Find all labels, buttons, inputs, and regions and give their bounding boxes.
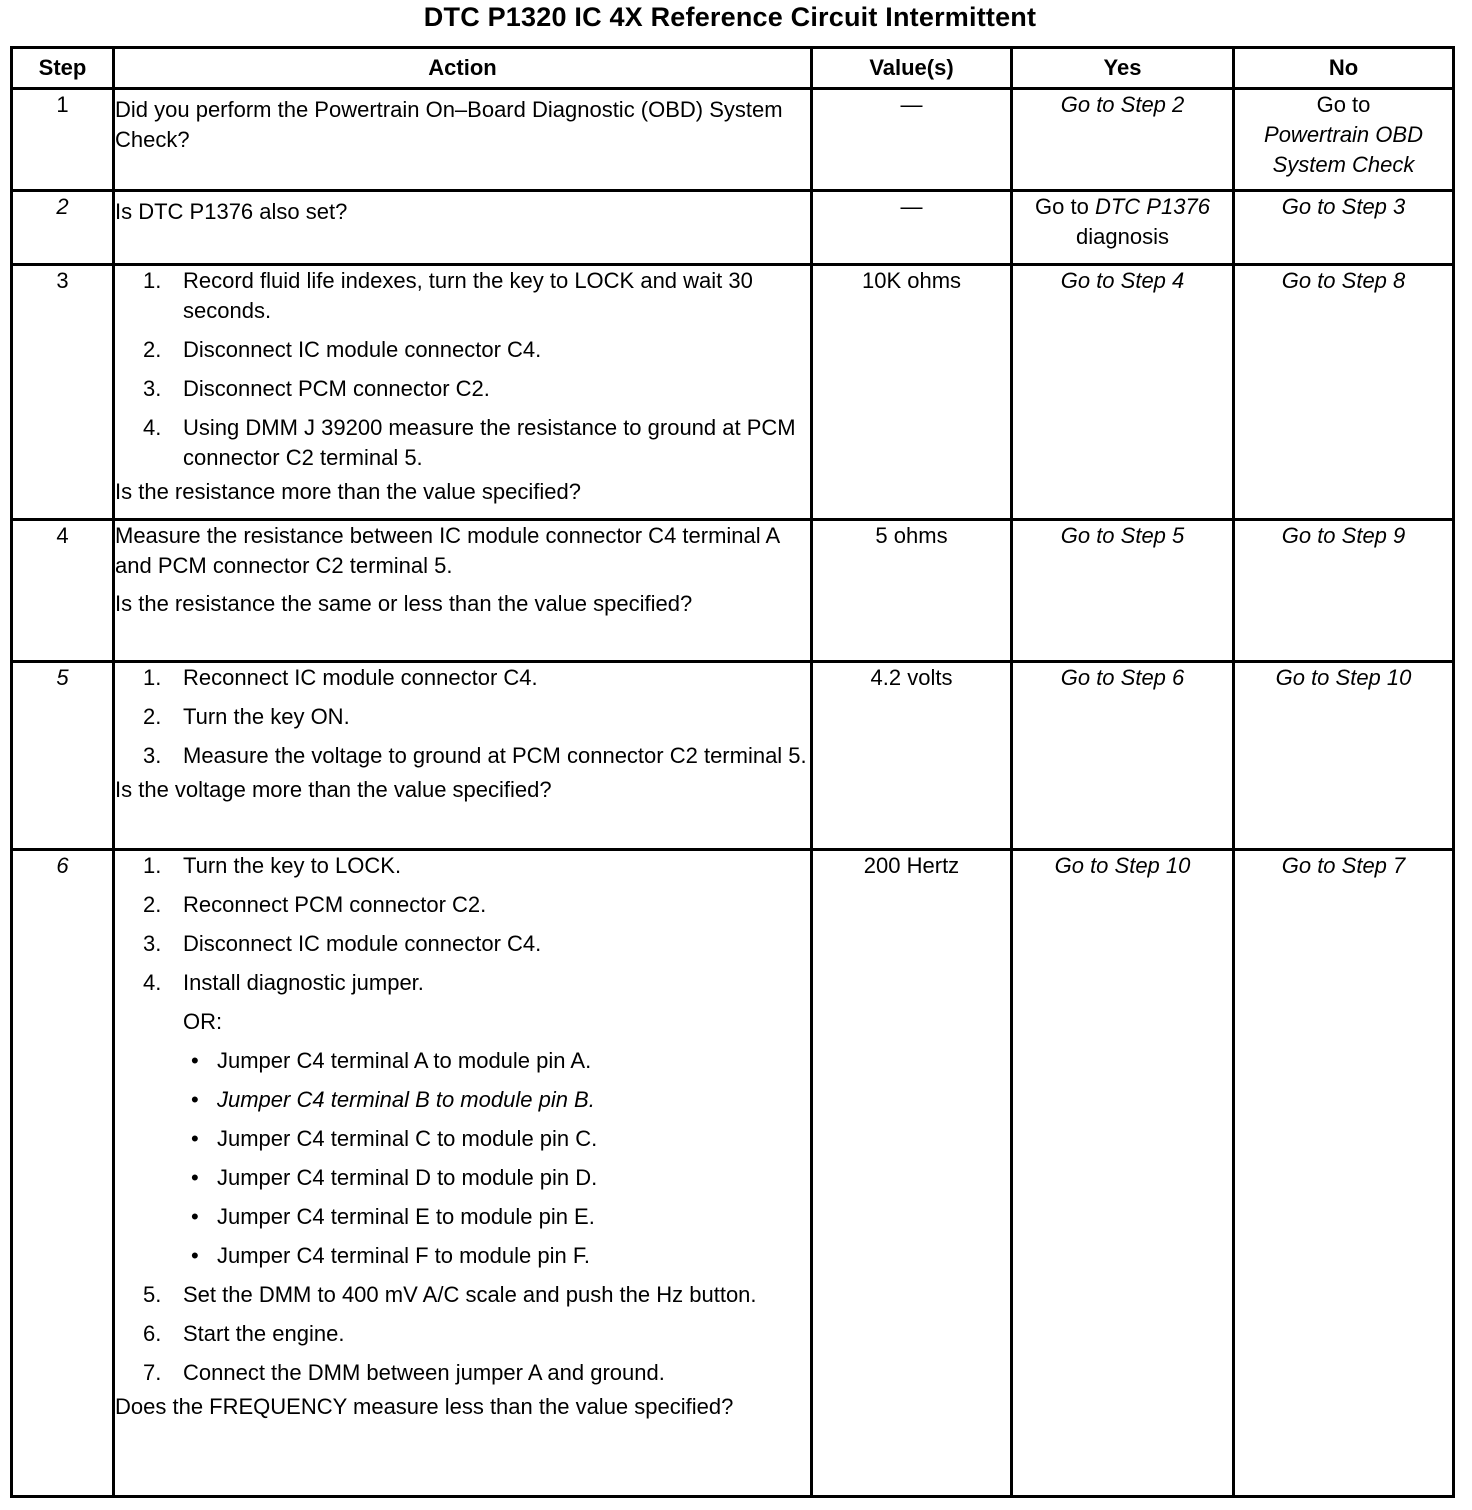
list-item: • Jumper C4 terminal D to module pin D. xyxy=(115,1163,810,1193)
no-cell xyxy=(1234,89,1454,191)
list-item: 7. Connect the DMM between jumper A and ground. xyxy=(143,1360,665,1385)
table-row-step-3 xyxy=(12,265,1454,520)
value-cell: 10K ohms xyxy=(812,265,1012,520)
yes-cell: Go to Step 10 xyxy=(1012,850,1234,1497)
jumper-bullets xyxy=(115,1046,810,1271)
header-yes: Yes xyxy=(1012,48,1234,89)
header-action: Action xyxy=(114,48,812,89)
list-item: 3. Disconnect IC module connector C4. xyxy=(143,931,542,956)
table-row-step-1 xyxy=(12,89,1454,191)
document-title: DTC P1320 IC 4X Reference Circuit Intermittent xyxy=(423,2,1037,32)
list-item: • Jumper C4 terminal A to module pin A. xyxy=(115,1046,810,1076)
yes-suffix: diagnosis xyxy=(1076,224,1169,249)
action-question: Is DTC P1376 also set? xyxy=(115,199,348,224)
action-question: Does the FREQUENCY measure less than the value specified? xyxy=(115,1394,734,1419)
list-item: 2. Turn the key ON. xyxy=(143,704,350,729)
list-item: 3. Disconnect PCM connector C2. xyxy=(143,376,490,401)
bullet-icon: • xyxy=(191,1126,199,1151)
table-row-step-6 xyxy=(12,850,1454,1497)
table-row-step-2 xyxy=(12,191,1454,265)
no-cell: Go to Step 8 xyxy=(1234,265,1454,520)
no-cell: Go to Step 10 xyxy=(1234,662,1454,850)
action-cell xyxy=(114,89,812,191)
action-cell xyxy=(114,850,812,1497)
list-item: 5. Set the DMM to 400 mV A/C scale and push the Hz button. xyxy=(143,1282,757,1307)
value-cell: — xyxy=(812,191,1012,265)
step-number: 6 xyxy=(12,850,114,1497)
action-steps xyxy=(115,663,810,771)
action-cell xyxy=(114,520,812,662)
action-question: Is the voltage more than the value specified? xyxy=(115,777,552,802)
action-cell xyxy=(114,191,812,265)
bullet-icon: • xyxy=(191,1165,199,1190)
step-number: 2 xyxy=(12,191,114,265)
no-cell: Go to Step 7 xyxy=(1234,850,1454,1497)
action-instruction: Measure the resistance between IC module connector C4 terminal A and PCM connector C2 terminal 5. xyxy=(115,523,780,578)
no-cell: Go to Step 9 xyxy=(1234,520,1454,662)
list-item: • Jumper C4 terminal F to module pin F. xyxy=(115,1241,810,1271)
header-step: Step xyxy=(12,48,114,89)
no-cell: Go to Step 3 xyxy=(1234,191,1454,265)
value-cell: — xyxy=(812,89,1012,191)
yes-cell: Go to Step 4 xyxy=(1012,265,1234,520)
yes-cell: Go to Step 6 xyxy=(1012,662,1234,850)
action-cell xyxy=(114,265,812,520)
diagnostic-table xyxy=(10,46,1455,1498)
yes-prefix: Go to xyxy=(1035,194,1089,219)
step-number: 5 xyxy=(12,662,114,850)
bullet-icon: • xyxy=(191,1087,199,1112)
yes-cell: Go to Step 5 xyxy=(1012,520,1234,662)
list-item: 3. Measure the voltage to ground at PCM connector C2 terminal 5. xyxy=(143,743,807,768)
yes-cell xyxy=(1012,191,1234,265)
step-number: 4 xyxy=(12,520,114,662)
list-item: 1. Turn the key to LOCK. xyxy=(143,853,402,878)
yes-cell: Go to Step 2 xyxy=(1012,89,1234,191)
list-item: 1. Record fluid life indexes, turn the key to LOCK and wait 30 seconds. xyxy=(143,268,753,323)
bullet-icon: • xyxy=(191,1243,199,1268)
list-item: • Jumper C4 terminal E to module pin E. xyxy=(115,1202,810,1232)
header-row xyxy=(12,48,1454,89)
value-cell: 5 ohms xyxy=(812,520,1012,662)
yes-link: DTC P1376 xyxy=(1094,194,1210,219)
action-cell xyxy=(114,662,812,850)
action-steps xyxy=(115,266,810,473)
action-steps xyxy=(115,851,810,998)
step-number: 1 xyxy=(12,89,114,191)
step-number: 3 xyxy=(12,265,114,520)
header-values: Value(s) xyxy=(812,48,1012,89)
list-item: 2. Reconnect PCM connector C2. xyxy=(143,892,487,917)
table-row-step-5 xyxy=(12,662,1454,850)
list-item: 6. Start the engine. xyxy=(143,1321,345,1346)
list-item: • Jumper C4 terminal B to module pin B. xyxy=(115,1085,810,1115)
action-steps xyxy=(115,1280,810,1388)
list-item: 2. Disconnect IC module connector C4. xyxy=(143,337,542,362)
list-item: • Jumper C4 terminal C to module pin C. xyxy=(115,1124,810,1154)
bullet-icon: • xyxy=(191,1048,199,1073)
action-question: Is the resistance the same or less than the value specified? xyxy=(115,591,693,616)
no-prefix: Go to xyxy=(1316,92,1371,117)
value-cell: 4.2 volts xyxy=(812,662,1012,850)
table-row-step-4 xyxy=(12,520,1454,662)
value-cell: 200 Hertz xyxy=(812,850,1012,1497)
or-label: OR: xyxy=(183,1009,223,1034)
action-question: Is the resistance more than the value specified? xyxy=(115,479,581,504)
bullet-icon: • xyxy=(191,1204,199,1229)
header-no: No xyxy=(1234,48,1454,89)
action-question: Did you perform the Powertrain On–Board Diagnostic (OBD) System Check? xyxy=(115,97,783,152)
list-item: 1. Reconnect IC module connector C4. xyxy=(143,665,538,690)
no-link: Powertrain OBD System Check xyxy=(1264,122,1423,177)
list-item: 4. Install diagnostic jumper. xyxy=(143,970,424,995)
list-item: 4. Using DMM J 39200 measure the resistance to ground at PCM connector C2 terminal 5. xyxy=(143,415,796,470)
